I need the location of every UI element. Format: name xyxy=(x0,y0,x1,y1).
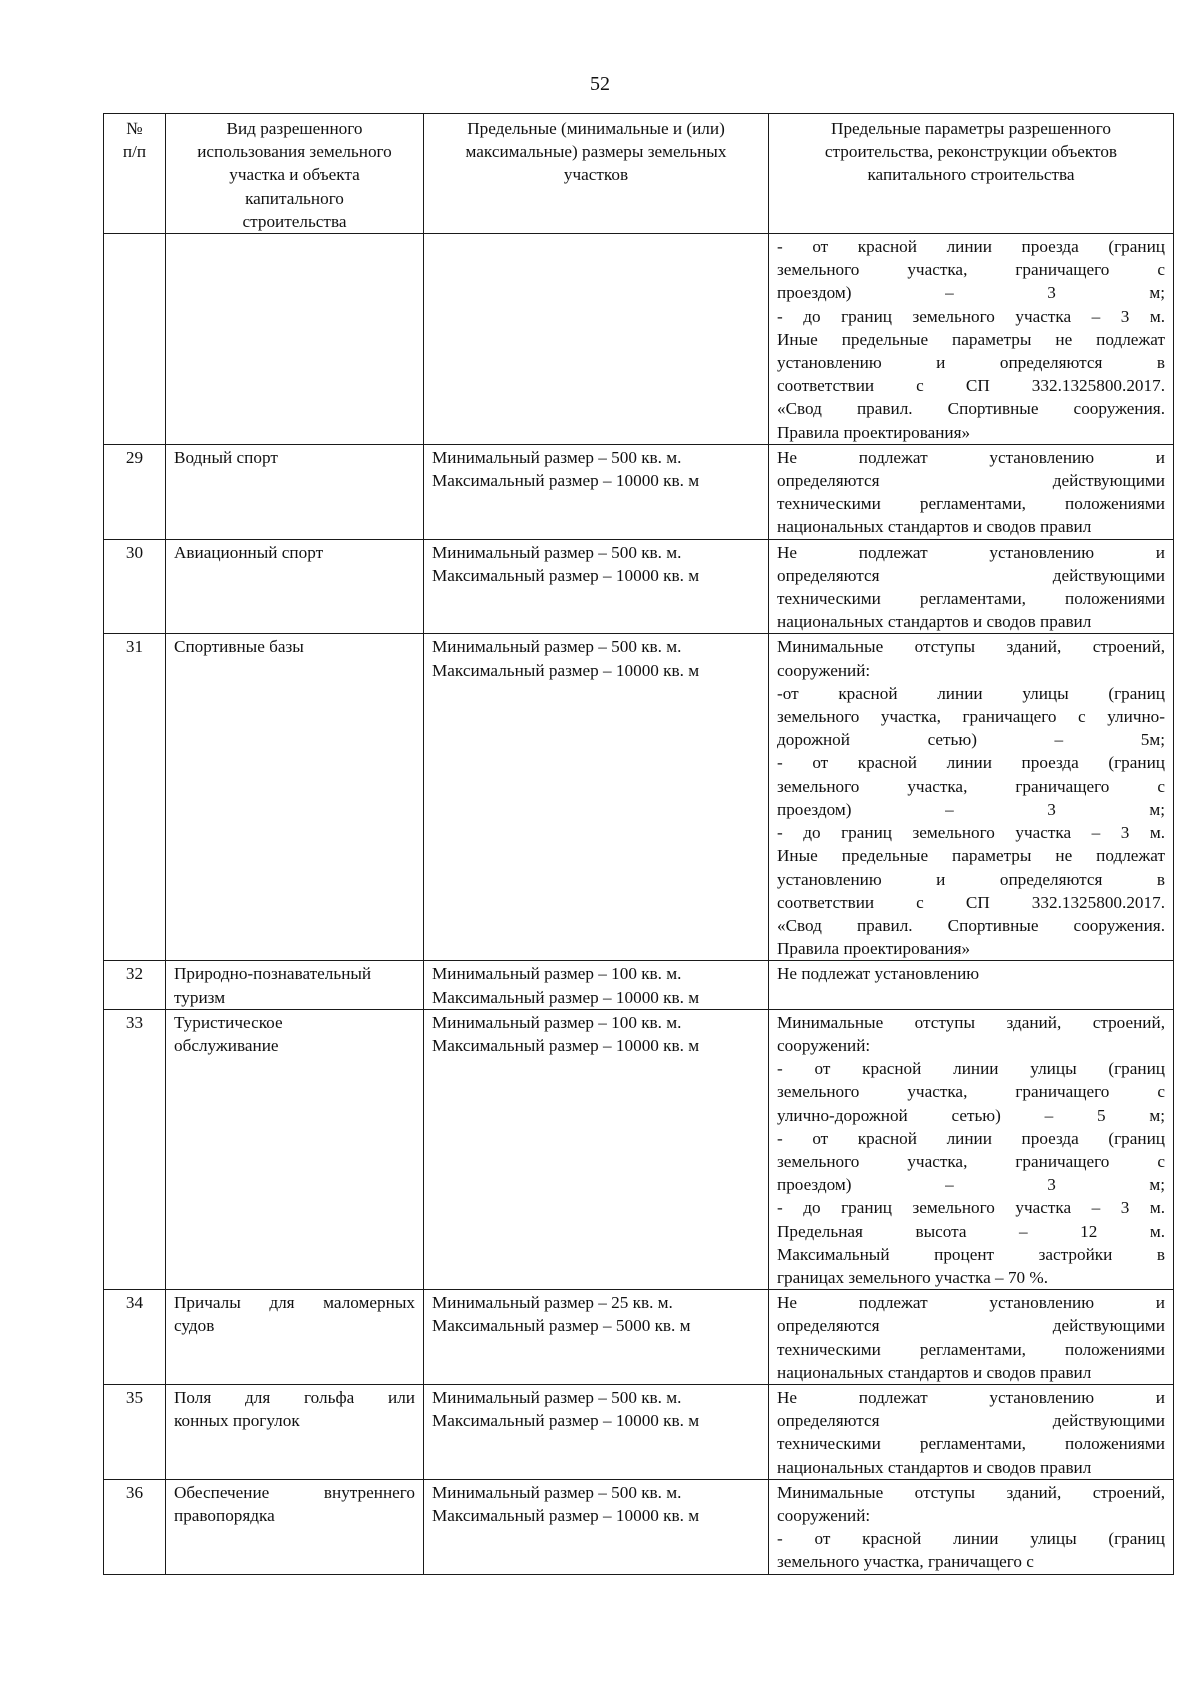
cell-line: соответствии с СП 332.1325800.2017. xyxy=(777,892,1165,912)
table-row xyxy=(104,1009,1174,1289)
cell-line: конных прогулок xyxy=(174,1411,300,1431)
cell-line: Не подлежат установлению и xyxy=(777,1293,1165,1313)
cell-line: Минимальные отступы зданий, строений, xyxy=(777,1482,1165,1502)
regulations-table xyxy=(103,113,1174,1575)
cell-line: Минимальный размер – 500 кв. м. xyxy=(432,447,682,467)
header-line: № xyxy=(126,119,143,138)
cell-line: Правила проектирования» xyxy=(777,422,971,442)
cell-line: правопорядка xyxy=(174,1505,275,1525)
header-line: участка и объекта xyxy=(229,165,360,185)
cell-use-type xyxy=(166,234,424,445)
cell-number xyxy=(104,1479,166,1574)
cell-line: «Свод правил. Спортивные сооружения. xyxy=(777,915,1165,935)
cell-line: Максимальный размер – 5000 кв. м xyxy=(432,1316,691,1336)
cell-line: земельного участка, граничащего с xyxy=(777,1082,1165,1102)
cell-line: Спортивные базы xyxy=(174,637,304,657)
cell-line: Максимальный размер – 10000 кв. м xyxy=(432,987,700,1007)
row-number: 31 xyxy=(125,637,144,657)
cell-use-type xyxy=(166,961,424,1009)
cell-line: - до границ земельного участка – 3 м. xyxy=(777,823,1165,843)
header-line: п/п xyxy=(122,142,147,162)
cell-line: определяются действующими xyxy=(777,471,1165,491)
cell-line: Минимальный размер – 25 кв. м. xyxy=(432,1293,673,1313)
cell-line: - от красной линии улицы (границ xyxy=(777,1059,1165,1079)
cell-line: - от красной линии проезда (границ xyxy=(777,753,1165,773)
cell-use-type xyxy=(166,1384,424,1479)
cell-line: Минимальный размер – 500 кв. м. xyxy=(432,542,682,562)
header-line: участков xyxy=(563,165,629,185)
row-number: 33 xyxy=(125,1012,144,1032)
cell-number xyxy=(104,1384,166,1479)
row-number: 35 xyxy=(125,1387,144,1407)
header-line: Предельные параметры разрешенного xyxy=(831,119,1111,138)
cell-line: национальных стандартов и сводов правил xyxy=(777,612,1092,632)
cell-plot-sizes xyxy=(424,634,769,961)
cell-line: Не подлежат установлению xyxy=(777,964,980,984)
cell-line: «Свод правил. Спортивные сооружения. xyxy=(777,399,1165,419)
cell-line: техническими регламентами, положениями xyxy=(777,494,1165,514)
cell-line: Авиационный спорт xyxy=(174,542,324,562)
cell-line: Причалы для маломерных xyxy=(174,1293,415,1313)
cell-line: Максимальный размер – 10000 кв. м xyxy=(432,1505,700,1525)
cell-line: Максимальный размер – 10000 кв. м xyxy=(432,471,700,491)
header-line: Предельные (минимальные и (или) xyxy=(467,119,725,138)
cell-line: Минимальный размер – 500 кв. м. xyxy=(432,1482,682,1502)
cell-line: Обеспечение внутреннего xyxy=(174,1482,415,1502)
cell-line: техническими регламентами, положениями xyxy=(777,589,1165,609)
cell-use-type xyxy=(166,634,424,961)
header-line: Вид разрешенного xyxy=(226,119,363,138)
row-number: 34 xyxy=(125,1293,144,1313)
header-params xyxy=(769,114,1174,234)
table-body xyxy=(104,234,1174,1575)
cell-plot-sizes xyxy=(424,444,769,539)
cell-line: дорожной сетью) – 5м; xyxy=(777,730,1165,750)
cell-line: Иные предельные параметры не подлежат xyxy=(777,329,1165,349)
table-row xyxy=(104,234,1174,445)
header-use-type xyxy=(166,114,424,234)
cell-line: соответствии с СП 332.1325800.2017. xyxy=(777,376,1165,396)
cell-number xyxy=(104,444,166,539)
table-row xyxy=(104,1384,1174,1479)
cell-line: сооружений: xyxy=(777,1035,871,1055)
cell-line: Правила проектирования» xyxy=(777,939,971,959)
header-line: максимальные) размеры земельных xyxy=(465,142,727,162)
cell-line: границах земельного участка – 70 %. xyxy=(777,1267,1049,1287)
cell-line: проездом) – 3 м; xyxy=(777,1175,1165,1195)
cell-params xyxy=(769,1479,1174,1574)
cell-line: техническими регламентами, положениями xyxy=(777,1434,1165,1454)
cell-line: земельного участка, граничащего с xyxy=(777,260,1165,280)
cell-line: судов xyxy=(174,1316,215,1336)
cell-plot-sizes xyxy=(424,1384,769,1479)
cell-number xyxy=(104,234,166,445)
cell-params xyxy=(769,539,1174,634)
header-line: капитального строительства xyxy=(867,165,1075,185)
cell-line: Максимальный размер – 10000 кв. м xyxy=(432,1411,700,1431)
cell-plot-sizes xyxy=(424,539,769,634)
cell-params xyxy=(769,1290,1174,1385)
cell-line: земельного участка, граничащего с xyxy=(777,1151,1165,1171)
cell-line: Минимальные отступы зданий, строений, xyxy=(777,1012,1165,1032)
cell-number xyxy=(104,539,166,634)
cell-line: Минимальный размер – 500 кв. м. xyxy=(432,637,682,657)
cell-line: земельного участка, граничащего с xyxy=(777,776,1165,796)
cell-line: земельного участка, граничащего с улично- xyxy=(777,707,1165,727)
cell-params xyxy=(769,1009,1174,1289)
cell-line: Минимальный размер – 500 кв. м. xyxy=(432,1387,682,1407)
cell-line: определяются действующими xyxy=(777,1316,1165,1336)
cell-line: Минимальные отступы зданий, строений, xyxy=(777,637,1165,657)
header-number xyxy=(104,114,166,234)
cell-plot-sizes xyxy=(424,1479,769,1574)
row-number: 36 xyxy=(125,1482,144,1502)
table-row xyxy=(104,444,1174,539)
table-row xyxy=(104,1479,1174,1574)
cell-line: Водный спорт xyxy=(174,447,278,467)
header-line: строительства xyxy=(242,211,347,231)
cell-params xyxy=(769,444,1174,539)
row-number: 30 xyxy=(125,542,144,562)
cell-line: национальных стандартов и сводов правил xyxy=(777,1457,1092,1477)
row-number: 32 xyxy=(125,964,144,984)
cell-line: сооружений: xyxy=(777,1505,871,1525)
table-row xyxy=(104,634,1174,961)
cell-params xyxy=(769,234,1174,445)
row-number: 29 xyxy=(125,447,144,467)
cell-params xyxy=(769,634,1174,961)
cell-line: сооружений: xyxy=(777,660,871,680)
cell-line: - до границ земельного участка – 3 м. xyxy=(777,1198,1165,1218)
cell-line: -от красной линии улицы (границ xyxy=(777,683,1165,703)
cell-params xyxy=(769,961,1174,1009)
page-number: 52 xyxy=(590,73,610,95)
header-plot-sizes xyxy=(424,114,769,234)
cell-line: Поля для гольфа или xyxy=(174,1387,415,1407)
cell-line: установлению и определяются в xyxy=(777,869,1165,889)
cell-line: обслуживание xyxy=(174,1035,279,1055)
cell-line: - до границ земельного участка – 3 м. xyxy=(777,306,1165,326)
cell-plot-sizes xyxy=(424,1290,769,1385)
cell-number xyxy=(104,961,166,1009)
cell-line: улично-дорожной сетью) – 5 м; xyxy=(777,1105,1165,1125)
cell-line: техническими регламентами, положениями xyxy=(777,1339,1165,1359)
cell-number xyxy=(104,1009,166,1289)
cell-number xyxy=(104,1290,166,1385)
cell-use-type xyxy=(166,1290,424,1385)
header-line: строительства, реконструкции объектов xyxy=(824,142,1118,162)
cell-plot-sizes xyxy=(424,961,769,1009)
cell-line: Не подлежат установлению и xyxy=(777,542,1165,562)
cell-use-type xyxy=(166,1009,424,1289)
cell-line: Иные предельные параметры не подлежат xyxy=(777,846,1165,866)
cell-line: проездом) – 3 м; xyxy=(777,799,1165,819)
table-row xyxy=(104,539,1174,634)
cell-line: национальных стандартов и сводов правил xyxy=(777,517,1092,537)
table-row xyxy=(104,1290,1174,1385)
cell-line: национальных стандартов и сводов правил xyxy=(777,1362,1092,1382)
cell-line: проездом) – 3 м; xyxy=(777,283,1165,303)
cell-line: определяются действующими xyxy=(777,1411,1165,1431)
cell-line: - от красной линии проезда (границ xyxy=(777,1128,1165,1148)
cell-line: - от красной линии улицы (границ xyxy=(777,1529,1165,1549)
cell-line: Минимальный размер – 100 кв. м. xyxy=(432,1012,682,1032)
cell-line: Предельная высота – 12 м. xyxy=(777,1221,1165,1241)
header-line: капитального xyxy=(245,188,344,208)
cell-plot-sizes xyxy=(424,1009,769,1289)
cell-line: Максимальный размер – 10000 кв. м xyxy=(432,1035,700,1055)
cell-line: Не подлежат установлению и xyxy=(777,1387,1165,1407)
cell-line: установлению и определяются в xyxy=(777,353,1165,373)
cell-use-type xyxy=(166,1479,424,1574)
cell-use-type xyxy=(166,539,424,634)
cell-line: Максимальный размер – 10000 кв. м xyxy=(432,565,700,585)
cell-line: Не подлежат установлению и xyxy=(777,447,1165,467)
cell-line: Максимальный размер – 10000 кв. м xyxy=(432,660,700,680)
cell-plot-sizes xyxy=(424,234,769,445)
cell-line: - от красной линии проезда (границ xyxy=(777,237,1165,257)
table-row xyxy=(104,961,1174,1009)
cell-line: определяются действующими xyxy=(777,565,1165,585)
table-header-row xyxy=(104,114,1174,234)
cell-params xyxy=(769,1384,1174,1479)
header-line: использования земельного xyxy=(197,142,392,162)
cell-line: земельного участка, граничащего с xyxy=(777,1552,1034,1572)
cell-line: туризм xyxy=(174,987,226,1007)
cell-line: Туристическое xyxy=(174,1012,283,1032)
cell-line: Природно-познавательный xyxy=(174,964,372,984)
cell-use-type xyxy=(166,444,424,539)
cell-line: Минимальный размер – 100 кв. м. xyxy=(432,964,682,984)
cell-line: Максимальный процент застройки в xyxy=(777,1244,1165,1264)
cell-number xyxy=(104,634,166,961)
